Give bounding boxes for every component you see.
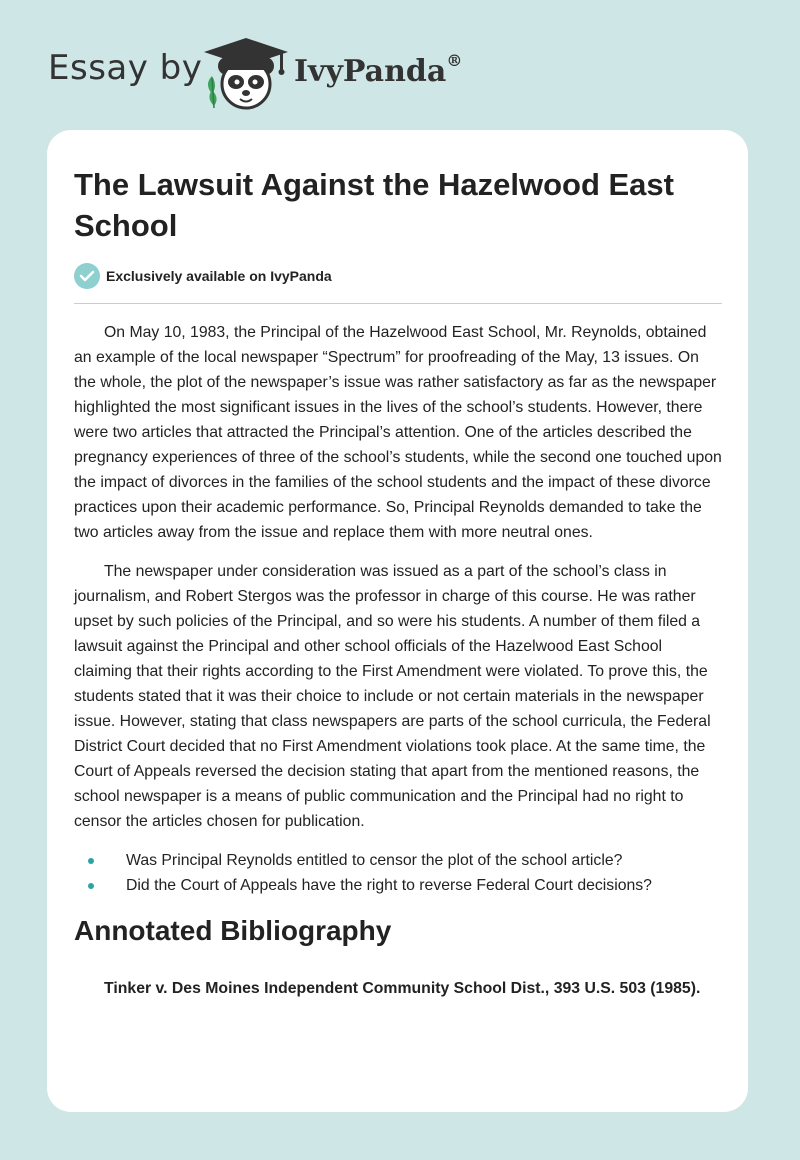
exclusive-badge <box>74 263 332 289</box>
list-item <box>74 873 724 898</box>
list-item-text: Did the Court of Appeals have the right to reverse Federal Court decisions? <box>126 877 652 894</box>
list-item <box>74 848 724 873</box>
bibliography-entry: Tinker v. Des Moines Independent Community School Dist., 393 U.S. 503 (1985). <box>104 980 701 997</box>
paragraph: The newspaper under consideration was issued as a part of the school’s class in journalism, and Robert Stergos was the professor in charge of this course. He was rather upset by such policies of the Principal, and so were his students. A number of them filed a lawsuit against the Principal and other school officials of the Hazelwood East School claiming that their rights according to the First Amendment were violated. To prove this, the students stated that it was their choice to include or not certain materials in the newspaper issue. However, stating that class newspapers are parts of the school curricula, the Federal District Court decided that no First Amendment violations took place. At the same time, the Court of Appeals reversed the decision stating that apart from the mentioned reasons, the school newspaper is a means of public communication and the Principal had no right to censor the articles chosen for publication. <box>74 563 711 830</box>
question-list <box>74 848 724 898</box>
bibliography-heading: Annotated Bibliography <box>74 915 392 946</box>
essay-card <box>47 130 748 1112</box>
check-circle-icon <box>74 263 100 289</box>
bullet-dot-icon <box>88 858 94 864</box>
paragraph: On May 10, 1983, the Principal of the Hazelwood East School, Mr. Reynolds, obtained an example of the local newspaper “Spectrum” for proofreading of the May, 13 issues. On the whole, the plot of the newspaper’s issue was rather satisfactory as far as the newspaper highlighted the most significant issues in the lives of the school’s students. However, there were two articles that attracted the Principal’s attention. One of the articles described the pregnancy experiences of three of the school’s students, while the second one touched upon the impact of divorces in the families of the school students and the impact of these divorce practices upon their academic performance. So, Principal Reynolds demanded to take the two articles away from the issue and replace them with more neutral ones. <box>74 324 722 541</box>
panda-graduate-icon[interactable] <box>200 36 292 110</box>
site-header <box>0 0 800 130</box>
list-item-text: Was Principal Reynolds entitled to censor the plot of the school article? <box>126 852 623 869</box>
registered-mark: ® <box>446 51 463 70</box>
brand-name-text: IvyPanda <box>294 54 447 89</box>
divider <box>74 303 722 304</box>
exclusive-badge-text: Exclusively available on IvyPanda <box>106 268 332 284</box>
essay-body <box>74 320 724 1001</box>
bullet-dot-icon <box>88 883 94 889</box>
essay-title: The Lawsuit Against the Hazelwood East School <box>74 167 674 243</box>
brand-name[interactable] <box>294 51 463 89</box>
brand-prefix: Essay by <box>48 48 203 88</box>
